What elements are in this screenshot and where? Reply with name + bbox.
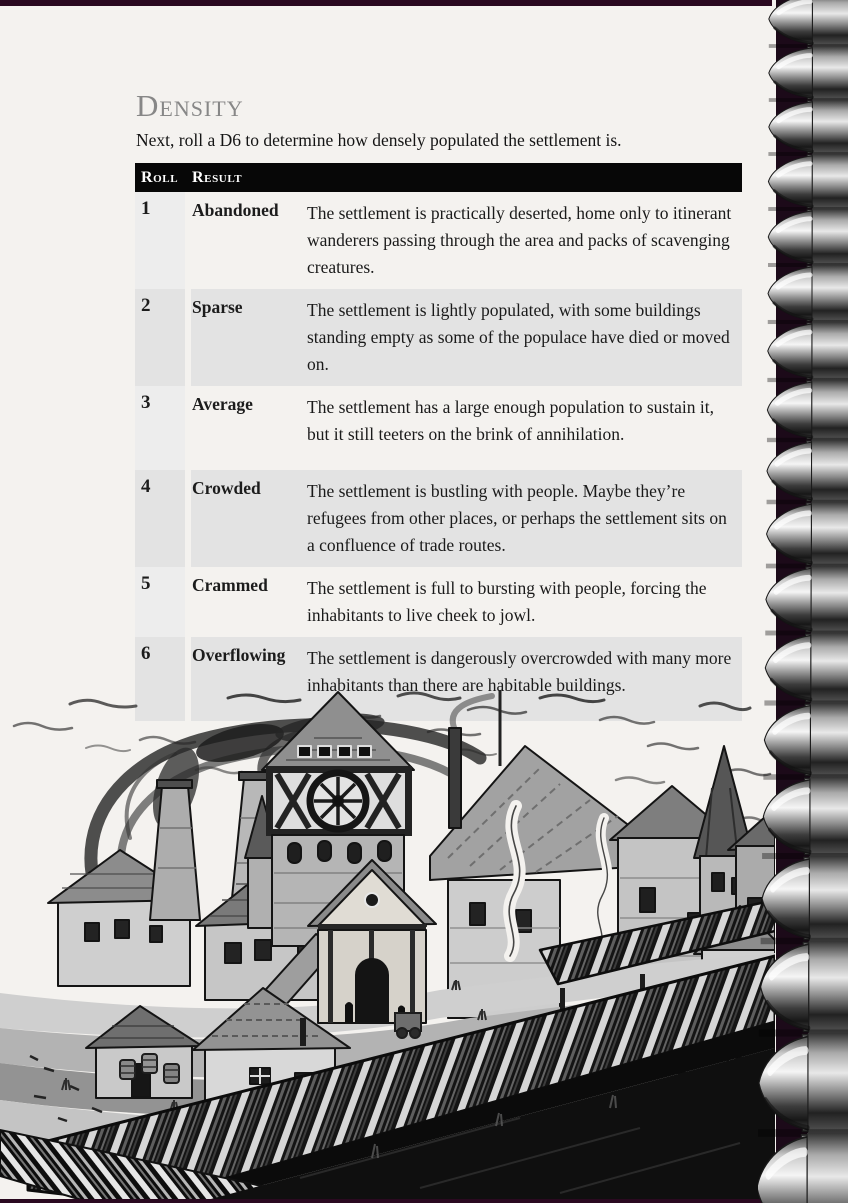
page-bottom-edge bbox=[0, 1199, 772, 1203]
bullet-belt-binding bbox=[758, 0, 848, 1203]
result-description: The settlement has a large enough population to sustain it, but it still teeters on the brink of annihilation. bbox=[307, 397, 714, 444]
page-top-edge bbox=[0, 0, 772, 6]
result-name: Sparse bbox=[191, 289, 307, 386]
table-row bbox=[135, 386, 742, 470]
table-header-row bbox=[135, 163, 742, 192]
roll-value: 4 bbox=[135, 470, 185, 567]
roll-value: 6 bbox=[135, 637, 185, 721]
result-description: The settlement is full to bursting with people, forcing the inhabitants to live cheek to jowl. bbox=[307, 578, 707, 625]
roll-value: 5 bbox=[135, 567, 185, 637]
result-description: The settlement is bustling with people. Maybe they’re refugees from other places, or perhaps the settlement sits on a confluence of trade routes. bbox=[307, 470, 742, 567]
result-description: The settlement is lightly populated, with some buildings standing empty as some of the populace have died or moved on. bbox=[307, 289, 742, 386]
result-name: Overflowing bbox=[191, 637, 307, 721]
table-row bbox=[135, 470, 742, 567]
roll-value: 1 bbox=[135, 192, 185, 289]
result-name: Average bbox=[192, 394, 253, 414]
result-name: Crowded bbox=[191, 470, 307, 567]
roll-value: 3 bbox=[135, 386, 185, 470]
settlement-illustration bbox=[0, 688, 775, 1203]
density-roll-table bbox=[135, 163, 742, 721]
header-roll: Roll bbox=[141, 168, 179, 186]
section-heading: Density bbox=[136, 88, 244, 123]
table-row bbox=[135, 289, 742, 386]
intro-text: Next, roll a D6 to determine how densely populated the settlement is. bbox=[136, 130, 622, 150]
result-name: Abandoned bbox=[192, 200, 279, 220]
result-description: The settlement is practically deserted, home only to itinerant wanderers passing through the area and packs of scavenging creatures. bbox=[307, 203, 732, 277]
table-row bbox=[135, 192, 742, 289]
result-name: Crammed bbox=[192, 575, 268, 595]
result-description: The settlement is dangerously overcrowded with many more inhabitants than there are habitable buildings. bbox=[307, 637, 742, 721]
table-row bbox=[135, 567, 742, 637]
roll-value: 2 bbox=[135, 289, 185, 386]
header-result: Result bbox=[192, 168, 243, 186]
